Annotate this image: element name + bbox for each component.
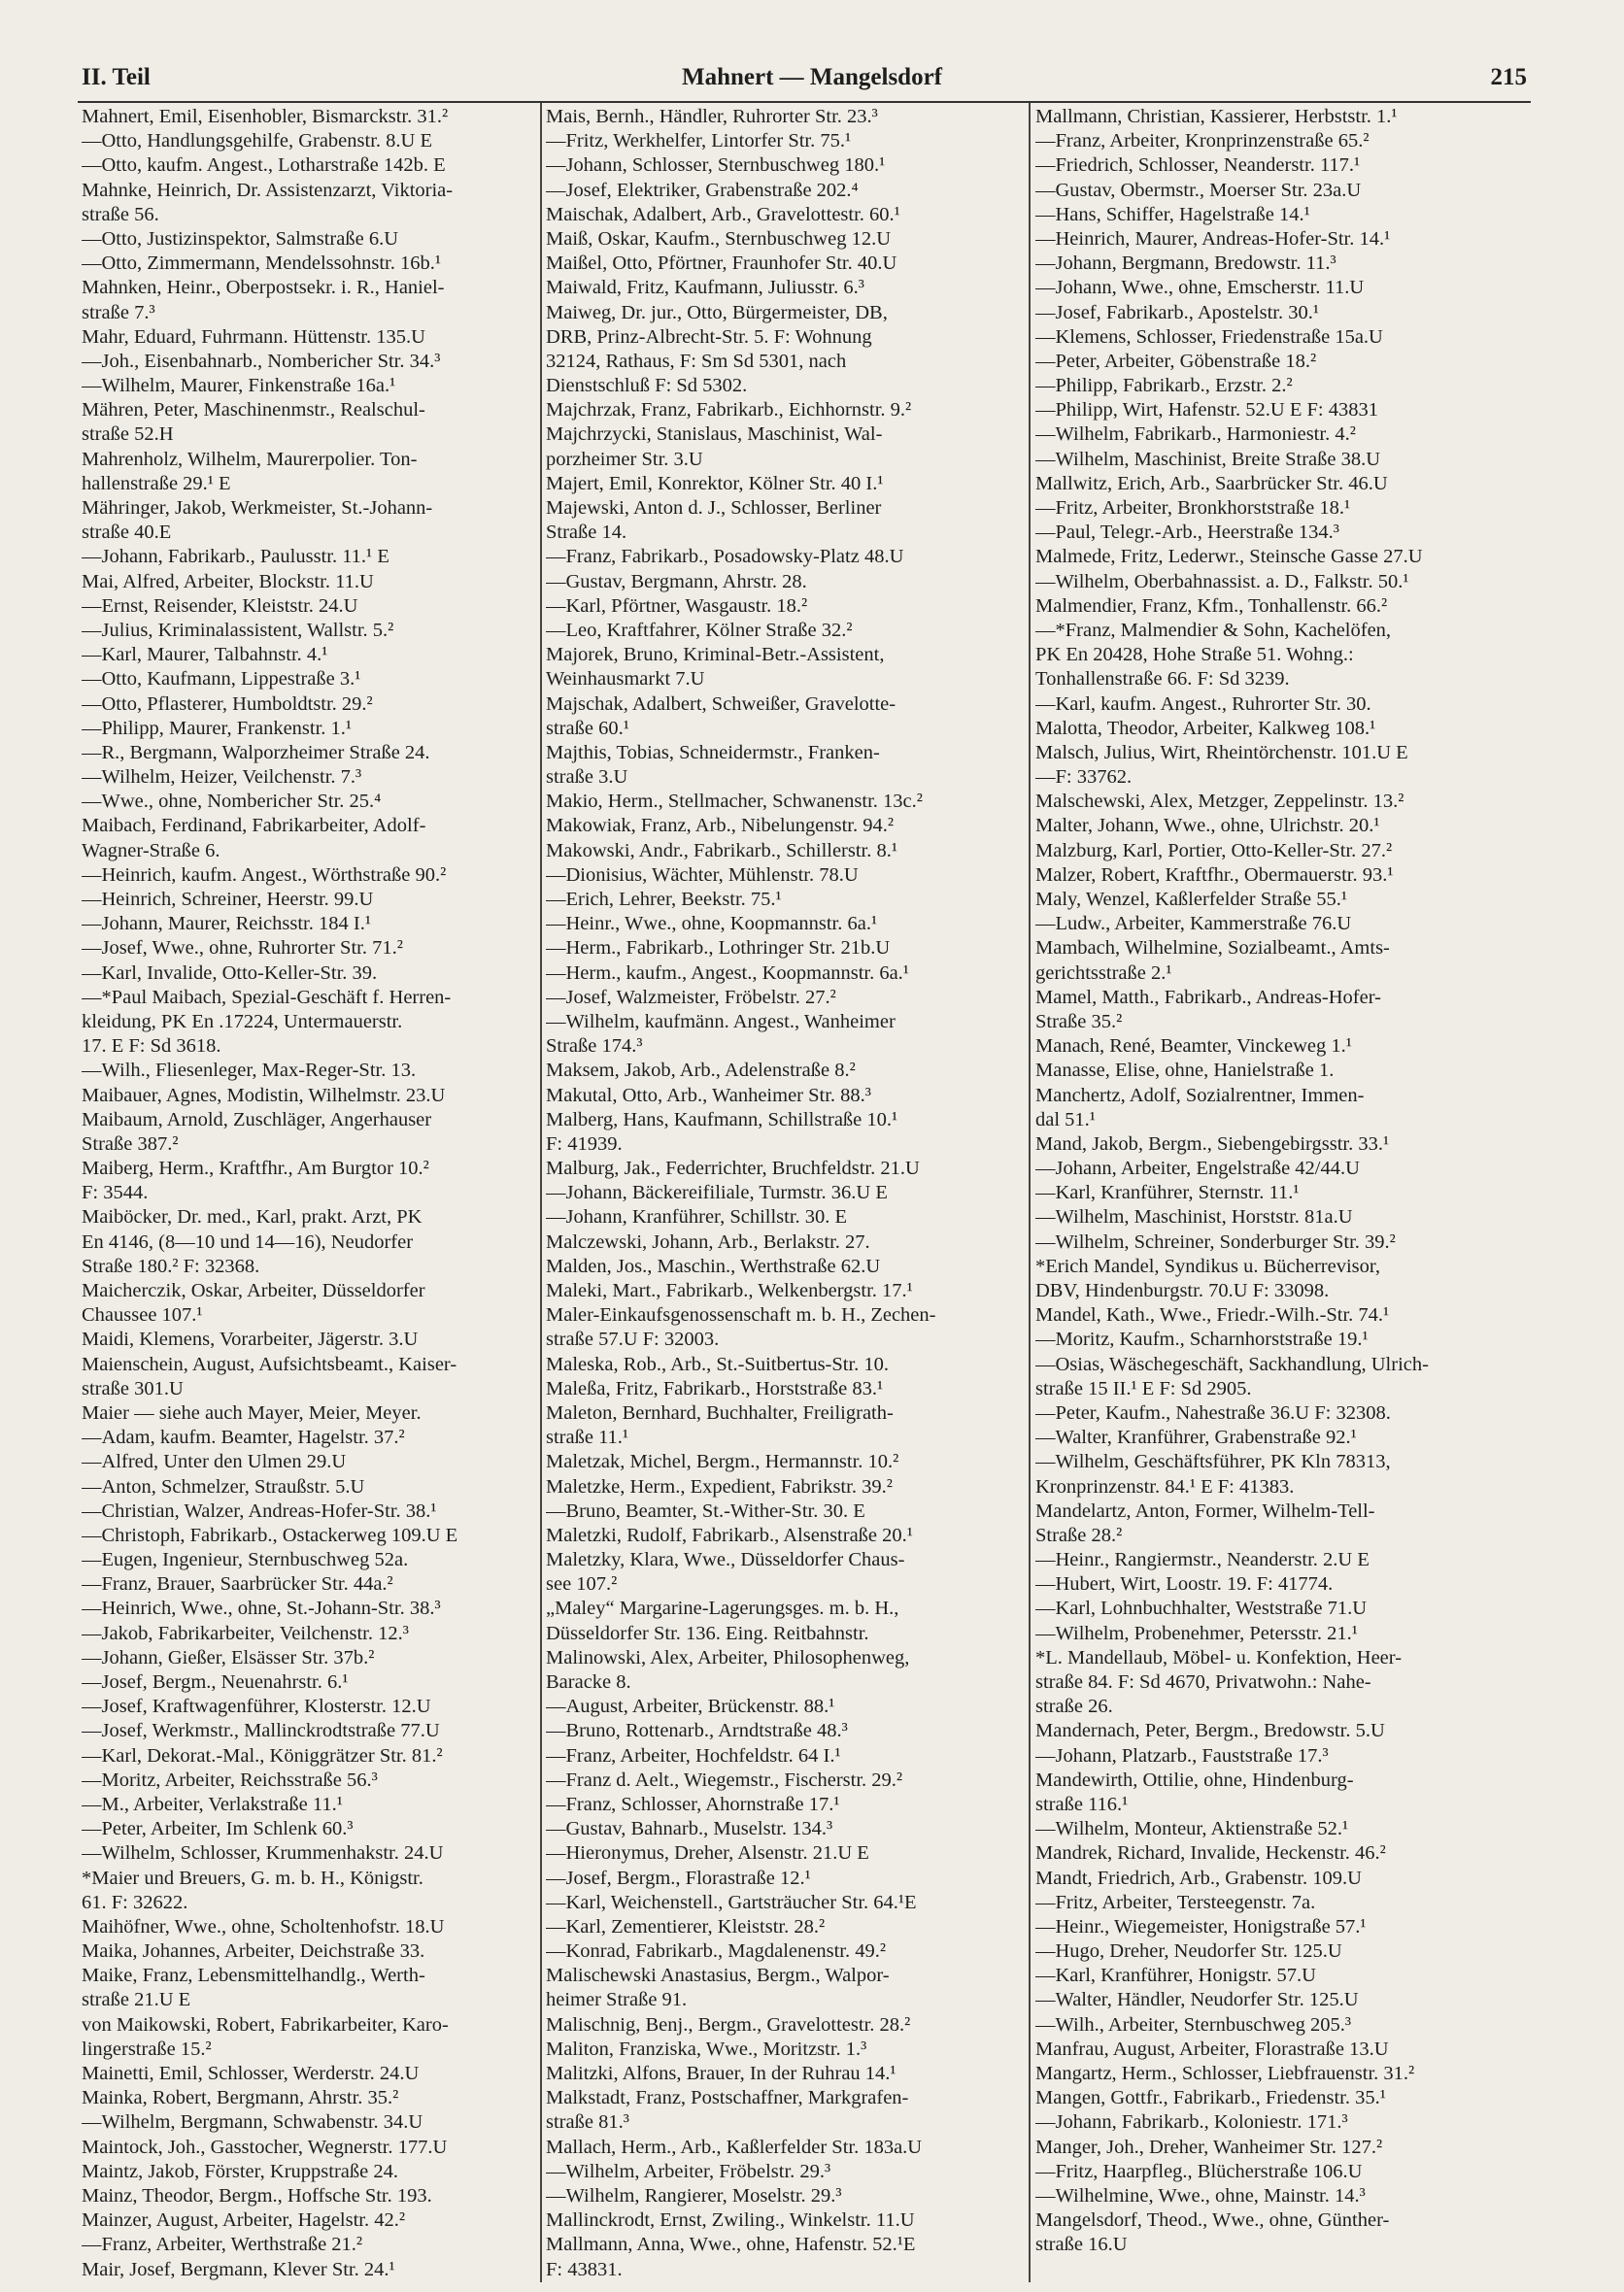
directory-entry-line: —Karl, Dekorat.-Mal., Königgrätzer Str. 81.² [82, 1744, 443, 1767]
directory-entry-line: hallenstraße 29.¹ E [82, 472, 231, 494]
directory-entry-line: —Franz, Arbeiter, Werthstraße 21.² [82, 2234, 363, 2256]
directory-entry-line: Maintz, Jakob, Förster, Kruppstraße 24. [82, 2160, 398, 2182]
directory-entry-line: —Ernst, Reisender, Kleiststr. 24.U [82, 594, 358, 617]
directory-entry-line: —Heinr., Rangiermstr., Neanderstr. 2.U E [1035, 1549, 1370, 1571]
directory-entry-line: —Josef, Wwe., ohne, Ruhrorter Str. 71.² [82, 937, 403, 960]
directory-entry-line: straße 7.³ [82, 301, 155, 323]
directory-entry-line: Malmede, Fritz, Lederwr., Steinsche Gasse 27.U [1035, 546, 1423, 568]
directory-entry-line: —Johann, Wwe., ohne, Emscherstr. 11.U [1035, 277, 1365, 299]
directory-entry-line: —Herm., Fabrikarb., Lothringer Str. 21b.U [546, 937, 891, 960]
directory-entry-line: —Heinrich, kaufm. Angest., Wörthstraße 90.² [82, 863, 447, 886]
directory-entry-line: —Otto, Handlungsgehilfe, Grabenstr. 8.U E [82, 130, 432, 152]
directory-entry-line: straße 21.U E [82, 1989, 191, 2011]
directory-entry-line: Majchrzycki, Stanislaus, Maschinist, Wal- [546, 423, 883, 446]
directory-entry-line: Majert, Emil, Konrektor, Kölner Str. 40 I.¹ [546, 472, 884, 494]
directory-entry-line: Majorek, Bruno, Kriminal-Betr.-Assistent, [546, 644, 885, 666]
directory-entry-line: —Wilhelm, Probenehmer, Petersstr. 21.¹ [1035, 1622, 1358, 1644]
directory-entry-line: —Konrad, Fabrikarb., Magdalenenstr. 49.² [546, 1940, 887, 1963]
directory-entry-line: Malitzki, Alfons, Brauer, In der Ruhrau 14.¹ [546, 2063, 897, 2084]
directory-entry-line: —Hugo, Dreher, Neudorfer Str. 125.U [1035, 1940, 1342, 1963]
directory-entry-line: —Peter, Arbeiter, Im Schlenk 60.³ [82, 1818, 354, 1840]
directory-entry-line: —Joh., Eisenbahnarb., Nombericher Str. 34.³ [82, 350, 441, 372]
directory-entry-line: Mahnert, Emil, Eisenhobler, Bismarckstr. 31.² [82, 106, 449, 127]
directory-entry-line: straße 16.U [1035, 2234, 1128, 2256]
directory-entry-line: —Heinr., Wiegemeister, Honigstraße 57.¹ [1035, 1915, 1367, 1938]
directory-entry-line: —Heinrich, Schreiner, Heerstr. 99.U [82, 889, 374, 910]
page-number: 215 [1490, 64, 1527, 90]
directory-entry-line: —Hubert, Wirt, Loostr. 19. F: 41774. [1035, 1573, 1334, 1596]
directory-entry-line: straße 81.³ [546, 2111, 629, 2134]
directory-entry-line: straße 60.¹ [546, 717, 629, 739]
directory-entry-line: —Karl, kaufm. Angest., Ruhrorter Str. 30. [1035, 692, 1371, 715]
page-running-title: Mahnert — Mangelsdorf [681, 64, 943, 90]
directory-entry-line: DBV, Hindenburgstr. 70.U F: 33098. [1035, 1280, 1330, 1301]
directory-entry-line: —Johann, Kranführer, Schillstr. 30. E [546, 1206, 848, 1229]
directory-entry-line: Maißel, Otto, Pförtner, Fraunhofer Str. 40.U [546, 253, 897, 275]
directory-entry-line: —Wilhelm, Maschinist, Horststr. 81a.U [1035, 1206, 1353, 1229]
directory-entry-line: —Moritz, Kaufm., Scharnhorststraße 19.¹ [1035, 1329, 1369, 1351]
directory-entry-line: Straße 387.² [82, 1132, 179, 1155]
directory-entry-line: Straße 174.³ [546, 1035, 643, 1058]
directory-entry-line: PK En 20428, Hohe Straße 51. Wohng.: [1035, 644, 1354, 666]
directory-entry-line: —Klemens, Schlosser, Friedenstraße 15a.U [1035, 325, 1383, 348]
directory-entry-line: Makowski, Andr., Fabrikarb., Schillerstr. 8.¹ [546, 839, 898, 861]
directory-entry-line: Mahrenholz, Wilhelm, Maurerpolier. Ton- [82, 448, 418, 470]
directory-entry-line: Maiß, Oskar, Kaufm., Sternbuschweg 12.U [546, 227, 892, 250]
directory-entry-line: Maler-Einkaufsgenossenschaft m. b. H., Zechen- [546, 1304, 936, 1327]
directory-entry-line: —*Franz, Malmendier & Sohn, Kachelöfen, [1035, 619, 1392, 641]
directory-entry-line: —Bruno, Beamter, St.-Wither-Str. 30. E [546, 1500, 865, 1522]
directory-entry-line: Maiberg, Herm., Kraftfhr., Am Burgtor 10.² [82, 1158, 429, 1180]
directory-entry-line: Malschewski, Alex, Metzger, Zeppelinstr. 13.² [1035, 791, 1404, 813]
directory-entry-line: —Wilhelm, Maschinist, Breite Straße 38.U [1035, 448, 1381, 470]
directory-entry-line: Mair, Josef, Bergmann, Klever Str. 24.¹ [82, 2258, 395, 2280]
directory-entry-line: Maibaum, Arnold, Zuschläger, Angerhauser [82, 1108, 432, 1130]
directory-entry-line: Malmendier, Franz, Kfm., Tonhallenstr. 66.² [1035, 594, 1388, 617]
directory-entry-line: *L. Mandellaub, Möbel- u. Konfektion, Heer- [1035, 1646, 1403, 1668]
directory-entry-line: —Heinrich, Wwe., ohne, St.-Johann-Str. 38.³ [82, 1598, 441, 1620]
directory-entry-line: Maiwald, Fritz, Kaufmann, Juliusstr. 6.³ [546, 277, 864, 299]
directory-entry-line: Majewski, Anton d. J., Schlosser, Berliner [546, 497, 882, 519]
directory-entry-line: Mandt, Friedrich, Arb., Grabenstr. 109.U [1035, 1867, 1362, 1889]
directory-entry-line: straße 26. [1035, 1696, 1113, 1718]
directory-entry-line: Manfrau, August, Arbeiter, Florastraße 13.U [1035, 2038, 1389, 2060]
directory-entry-line: —*Paul Maibach, Spezial-Geschäft f. Herren- [82, 986, 452, 1008]
directory-entry-line: —Leo, Kraftfahrer, Kölner Straße 32.² [546, 619, 853, 641]
directory-entry-line: Mandernach, Peter, Bergm., Bredowstr. 5.U [1035, 1720, 1385, 1742]
directory-entry-line: Malinowski, Alex, Arbeiter, Philosophenweg, [546, 1646, 910, 1668]
directory-entry-line: —Friedrich, Schlosser, Neanderstr. 117.¹ [1035, 154, 1361, 177]
directory-entry-line: Mandewirth, Ottilie, ohne, Hindenburg- [1035, 1769, 1354, 1791]
directory-entry-line: Manger, Joh., Dreher, Wanheimer Str. 127.² [1035, 2136, 1383, 2158]
directory-entry-line: dal 51.¹ [1035, 1108, 1096, 1130]
directory-entry-line: —Johann, Bäckereifiliale, Turmstr. 36.U E [546, 1182, 888, 1204]
directory-entry-line: —Peter, Arbeiter, Göbenstraße 18.² [1035, 350, 1317, 372]
directory-entry-line: —Franz, Arbeiter, Kronprinzenstraße 65.² [1035, 130, 1370, 152]
directory-entry-line: —Wilhelm, Heizer, Veilchenstr. 7.³ [82, 766, 362, 789]
directory-entry-line: Malotta, Theodor, Arbeiter, Kalkweg 108.¹ [1035, 717, 1376, 739]
directory-entry-line: Straße 180.² F: 32368. [82, 1255, 260, 1277]
directory-entry-line: Maischak, Adalbert, Arb., Gravelottestr. 60.¹ [546, 203, 900, 225]
directory-entry-line: Maletzki, Rudolf, Fabrikarb., Alsenstraße 20.¹ [546, 1524, 913, 1546]
directory-entry-line: —Philipp, Wirt, Hafenstr. 52.U E F: 43831 [1035, 399, 1378, 421]
directory-entry-line: straße 57.U F: 32003. [546, 1329, 720, 1351]
directory-entry-line: F: 3544. [82, 1182, 149, 1204]
directory-entry-line: Majschak, Adalbert, Schweißer, Gravelotte- [546, 692, 897, 715]
directory-entry-line: Straße 35.² [1035, 1010, 1123, 1032]
directory-entry-line: En 4146, (8—10 und 14—16), Neudorfer [82, 1230, 414, 1253]
directory-entry-line: —Johann, Fabrikarb., Paulusstr. 11.¹ E [82, 546, 389, 568]
directory-entry-line: Manach, René, Beamter, Vinckeweg 1.¹ [1035, 1035, 1352, 1058]
column-divider [540, 103, 542, 2282]
directory-entry-line: —Philipp, Maurer, Frankenstr. 1.¹ [82, 717, 353, 739]
directory-entry-line: lingerstraße 15.² [82, 2038, 212, 2060]
directory-entry-line: —Otto, Pflasterer, Humboldtstr. 29.² [82, 692, 373, 715]
directory-entry-line: Wagner-Straße 6. [82, 839, 220, 861]
directory-entry-line: —Fritz, Arbeiter, Tersteegenstr. 7a. [1035, 1891, 1316, 1913]
directory-entry-line: —Franz, Brauer, Saarbrücker Str. 44a.² [82, 1573, 393, 1596]
directory-entry-line: Mallwitz, Erich, Arb., Saarbrücker Str. 46.U [1035, 472, 1388, 494]
directory-entry-line: Maliton, Franziska, Wwe., Moritzstr. 1.³ [546, 2038, 867, 2060]
directory-entry-line: Chaussee 107.¹ [82, 1304, 203, 1327]
directory-entry-line: Malzburg, Karl, Portier, Otto-Keller-Str. 27.² [1035, 839, 1393, 861]
directory-entry-line: porzheimer Str. 3.U [546, 448, 703, 470]
directory-entry-line: Maleska, Rob., Arb., St.-Suitbertus-Str. 10. [546, 1353, 890, 1375]
directory-entry-line: Maleton, Bernhard, Buchhalter, Freiligrath- [546, 1401, 894, 1424]
directory-entry-line: —Josef, Bergm., Neuenahrstr. 6.¹ [82, 1671, 349, 1693]
directory-entry-line: Mainetti, Emil, Schlosser, Werderstr. 24.U [82, 2063, 420, 2084]
directory-entry-line: Malsch, Julius, Wirt, Rheintörchenstr. 101.U E [1035, 741, 1408, 763]
directory-entry-line: —Herm., kaufm., Angest., Koopmannstr. 6a.¹ [546, 961, 909, 984]
directory-entry-line: 32124, Rathaus, F: Sm Sd 5301, nach [546, 350, 847, 372]
directory-entry-line: straße 3.U [546, 766, 628, 789]
directory-entry-line: —Wilhelm, Monteur, Aktienstraße 52.¹ [1035, 1818, 1349, 1840]
directory-entry-line: straße 56. [82, 203, 159, 225]
directory-entry-line: *Maier und Breuers, G. m. b. H., Königstr. [82, 1867, 423, 1889]
directory-entry-line: Maienschein, August, Aufsichtsbeamt., Kaiser- [82, 1353, 457, 1375]
directory-entry-line: —Hieronymus, Dreher, Alsenstr. 21.U E [546, 1842, 869, 1865]
directory-entry-line: gerichtsstraße 2.¹ [1035, 961, 1172, 984]
directory-entry-line: —Karl, Pförtner, Wasgaustr. 18.² [546, 594, 808, 617]
directory-entry-line: Kronprinzenstr. 84.¹ E F: 41383. [1035, 1475, 1295, 1498]
directory-entry-line: —Ludw., Arbeiter, Kammerstraße 76.U [1035, 913, 1352, 935]
directory-entry-line: —Josef, Elektriker, Grabenstraße 202.⁴ [546, 179, 859, 201]
directory-entry-line: straße 301.U [82, 1377, 184, 1399]
directory-entry-line: Mandrek, Richard, Invalide, Heckenstr. 46.² [1035, 1842, 1386, 1865]
directory-entry-line: Malden, Jos., Maschin., Werthstraße 62.U [546, 1255, 881, 1277]
directory-entry-line: 61. F: 32622. [82, 1891, 188, 1913]
directory-entry-line: Straße 14. [546, 522, 627, 544]
section-label: II. Teil [82, 64, 151, 90]
directory-entry-line: —Fritz, Arbeiter, Bronkhorststraße 18.¹ [1035, 497, 1351, 519]
directory-entry-line: Mandelartz, Anton, Former, Wilhelm-Tell- [1035, 1500, 1375, 1522]
directory-entry-line: Majchrzak, Franz, Fabrikarb., Eichhornstr. 9.² [546, 399, 912, 421]
directory-entry-line: —Julius, Kriminalassistent, Wallstr. 5.² [82, 619, 394, 641]
directory-entry-line: —Fritz, Werkhelfer, Lintorfer Str. 75.¹ [546, 130, 852, 152]
directory-entry-line: —Peter, Kaufm., Nahestraße 36.U F: 32308. [1035, 1401, 1391, 1424]
directory-entry-line: —Johann, Gießer, Elsässer Str. 37b.² [82, 1646, 375, 1668]
directory-entry-line: —Gustav, Bergmann, Ahrstr. 28. [546, 570, 807, 592]
directory-entry-line: straße 84. F: Sd 4670, Privatwohn.: Nahe- [1035, 1671, 1371, 1693]
directory-entry-line: Maiweg, Dr. jur., Otto, Bürgermeister, DB, [546, 301, 888, 323]
directory-entry-line: —Johann, Platzarb., Fauststraße 17.³ [1035, 1744, 1329, 1767]
directory-entry-line: Mangelsdorf, Theod., Wwe., ohne, Günther- [1035, 2209, 1390, 2232]
directory-column-2 [546, 105, 1022, 2282]
directory-entry-line: —Moritz, Arbeiter, Reichsstraße 56.³ [82, 1769, 378, 1791]
directory-entry-line: —Eugen, Ingenieur, Sternbuschweg 52a. [82, 1549, 409, 1571]
directory-entry-line: Mangen, Gottfr., Fabrikarb., Friedenstr. 35.¹ [1035, 2087, 1386, 2109]
directory-entry-line: Mangartz, Herm., Schlosser, Liebfrauenstr. 31.² [1035, 2063, 1415, 2084]
directory-entry-line: 17. E F: Sd 3618. [82, 1035, 221, 1058]
directory-entry-line: —Josef, Bergm., Florastraße 12.¹ [546, 1867, 811, 1889]
directory-entry-line: Manchertz, Adolf, Sozialrentner, Immen- [1035, 1084, 1365, 1106]
directory-entry-line: —Jakob, Fabrikarbeiter, Veilchenstr. 12.³ [82, 1622, 409, 1644]
directory-entry-line: Malberg, Hans, Kaufmann, Schillstraße 10.¹ [546, 1108, 898, 1130]
directory-entry-line: Mahnke, Heinrich, Dr. Assistenzarzt, Viktoria- [82, 179, 454, 201]
directory-entry-line: Mai, Alfred, Arbeiter, Blockstr. 11.U [82, 570, 374, 592]
directory-entry-line: —Karl, Weichenstell., Gartsträucher Str. 64.¹E [546, 1891, 917, 1913]
directory-entry-line: Düsseldorfer Str. 136. Eing. Reitbahnstr. [546, 1622, 869, 1644]
directory-entry-line: —Johann, Fabrikarb., Koloniestr. 171.³ [1035, 2111, 1348, 2134]
directory-entry-line: —Franz, Arbeiter, Hochfeldstr. 64 I.¹ [546, 1744, 841, 1767]
directory-entry-line: straße 116.¹ [1035, 1793, 1129, 1815]
directory-entry-line: —Erich, Lehrer, Beekstr. 75.¹ [546, 889, 782, 910]
directory-entry-line: —Karl, Invalide, Otto-Keller-Str. 39. [82, 961, 378, 984]
header-rule [78, 101, 1531, 103]
directory-entry-line: Mainz, Theodor, Bergm., Hoffsche Str. 193. [82, 2184, 432, 2207]
directory-entry-line: —Wilh., Arbeiter, Sternbuschweg 205.³ [1035, 2013, 1352, 2036]
directory-entry-line: —Karl, Lohnbuchhalter, Weststraße 71.U [1035, 1598, 1368, 1620]
directory-entry-line: —Wilhelm, Fabrikarb., Harmoniestr. 4.² [1035, 423, 1356, 446]
directory-entry-line: Makowiak, Franz, Arb., Nibelungenstr. 94.² [546, 815, 895, 837]
directory-entry-line: —Wilhelm, Schreiner, Sonderburger Str. 39.² [1035, 1230, 1396, 1253]
directory-entry-line: —Otto, kaufm. Angest., Lotharstraße 142b. E [82, 154, 446, 177]
directory-entry-line: —Wilh., Fliesenleger, Max-Reger-Str. 13. [82, 1060, 417, 1082]
directory-entry-line: Makio, Herm., Stellmacher, Schwanenstr. 13c.² [546, 791, 923, 813]
directory-entry-line: —Otto, Kaufmann, Lippestraße 3.¹ [82, 668, 361, 691]
directory-entry-line: Maleki, Mart., Fabrikarb., Welkenbergstr. 17.¹ [546, 1280, 913, 1301]
directory-entry-line: Maibach, Ferdinand, Fabrikarbeiter, Adolf- [82, 815, 426, 837]
directory-entry-line: Manasse, Elise, ohne, Hanielstraße 1. [1035, 1060, 1335, 1082]
directory-entry-line: —Wilhelm, Maurer, Finkenstraße 16a.¹ [82, 375, 396, 397]
directory-entry-line: Maidi, Klemens, Vorarbeiter, Jägerstr. 3.U [82, 1329, 419, 1351]
directory-entry-line: —Wilhelm, Geschäftsführer, PK Kln 78313, [1035, 1451, 1391, 1473]
directory-entry-line: —Hans, Schiffer, Hagelstraße 14.¹ [1035, 203, 1310, 225]
column-divider [1029, 103, 1031, 2282]
directory-entry-line: Tonhallenstraße 66. F: Sd 3239. [1035, 668, 1290, 691]
directory-entry-line: —Josef, Fabrikarb., Apostelstr. 30.¹ [1035, 301, 1319, 323]
directory-entry-line: —Wwe., ohne, Nombericher Str. 25.⁴ [82, 791, 382, 813]
directory-entry-line: —Gustav, Bahnarb., Muselstr. 134.³ [546, 1818, 833, 1840]
directory-entry-line: —Otto, Justizinspektor, Salmstraße 6.U [82, 227, 399, 250]
directory-entry-line: F: 41939. [546, 1132, 623, 1155]
directory-entry-line: —Fritz, Haarpfleg., Blücherstraße 106.U [1035, 2160, 1363, 2182]
directory-entry-line: —M., Arbeiter, Verlakstraße 11.¹ [82, 1793, 343, 1815]
directory-entry-line: —Christoph, Fabrikarb., Ostackerweg 109.U E [82, 1524, 458, 1546]
directory-entry-line: —Wilhelm, Bergmann, Schwabenstr. 34.U [82, 2111, 423, 2134]
directory-entry-line: Mallmann, Anna, Wwe., ohne, Hafenstr. 52.¹E [546, 2234, 916, 2256]
directory-entry-line: —Paul, Telegr.-Arb., Heerstraße 134.³ [1035, 522, 1339, 544]
directory-entry-line: Maihöfner, Wwe., ohne, Scholtenhofstr. 18.U [82, 1915, 445, 1938]
directory-entry-line: Malzer, Robert, Kraftfhr., Obermauerstr. 93.¹ [1035, 863, 1394, 886]
directory-entry-line: —Wilhelm, Schlosser, Krummenhakstr. 24.U [82, 1842, 444, 1865]
directory-entry-line: Mahnken, Heinr., Oberpostsekr. i. R., Haniel- [82, 277, 445, 299]
directory-entry-line: Maksem, Jakob, Arb., Adelenstraße 8.² [546, 1060, 856, 1082]
directory-entry-line: Maika, Johannes, Arbeiter, Deichstraße 33. [82, 1940, 425, 1963]
directory-entry-line: —Christian, Walzer, Andreas-Hofer-Str. 38.¹ [82, 1500, 437, 1522]
directory-entry-line: straße 40.E [82, 522, 172, 544]
directory-entry-line: —Josef, Werkmstr., Mallinckrodtstraße 77.U [82, 1720, 440, 1742]
directory-entry-line: Maibauer, Agnes, Modistin, Wilhelmstr. 23.U [82, 1084, 446, 1106]
directory-entry-line: —Franz, Schlosser, Ahornstraße 17.¹ [546, 1793, 840, 1815]
directory-entry-line: Mallinckrodt, Ernst, Zwiling., Winkelstr. 11.U [546, 2209, 915, 2232]
directory-entry-line: —Bruno, Rottenarb., Arndtstraße 48.³ [546, 1720, 848, 1742]
directory-entry-line: Majthis, Tobias, Schneidermstr., Franken- [546, 741, 880, 763]
directory-entry-line: —August, Arbeiter, Brückenstr. 88.¹ [546, 1696, 835, 1718]
directory-entry-line: —Alfred, Unter den Ulmen 29.U [82, 1451, 347, 1473]
directory-entry-line: —Walter, Kranführer, Grabenstraße 92.¹ [1035, 1427, 1357, 1449]
directory-entry-line: Malkstadt, Franz, Postschaffner, Markgrafen- [546, 2087, 909, 2109]
directory-entry-line: Mainka, Robert, Bergmann, Ahrstr. 35.² [82, 2087, 399, 2109]
directory-entry-line: —Franz d. Aelt., Wiegemstr., Fischerstr. 29.² [546, 1769, 903, 1791]
directory-entry-line: —Gustav, Obermstr., Moerser Str. 23a.U [1035, 179, 1362, 201]
directory-entry-line: Mambach, Wilhelmine, Sozialbeamt., Amts- [1035, 937, 1390, 960]
directory-entry-line: Malischewski Anastasius, Bergm., Walpor- [546, 1965, 890, 1987]
directory-entry-line: —Johann, Bergmann, Bredowstr. 11.³ [1035, 253, 1336, 275]
directory-entry-line: —Karl, Zementierer, Kleiststr. 28.² [546, 1915, 826, 1938]
directory-entry-line: Malter, Johann, Wwe., ohne, Ulrichstr. 20.¹ [1035, 815, 1380, 837]
directory-entry-line: —Josef, Kraftwagenführer, Klosterstr. 12.U [82, 1696, 431, 1718]
directory-entry-line: von Maikowski, Robert, Fabrikarbeiter, Karo- [82, 2013, 449, 2036]
directory-entry-line: straße 11.¹ [546, 1427, 629, 1449]
directory-entry-line: Maicherczik, Oskar, Arbeiter, Düsseldorfer [82, 1280, 425, 1301]
directory-entry-line: Maly, Wenzel, Kaßlerfelder Straße 55.¹ [1035, 889, 1347, 910]
directory-entry-line: Mallach, Herm., Arb., Kaßlerfelder Str. 183a.U [546, 2136, 923, 2158]
directory-entry-line: heimer Straße 91. [546, 1989, 688, 2011]
directory-entry-line: Maletzke, Herm., Expedient, Fabrikstr. 39.² [546, 1475, 893, 1498]
directory-entry-line: straße 15 II.¹ E F: Sd 2905. [1035, 1377, 1252, 1399]
directory-entry-line: Malburg, Jak., Federrichter, Bruchfeldstr. 21.U [546, 1158, 920, 1180]
directory-entry-line: —Johann, Schlosser, Sternbuschweg 180.¹ [546, 154, 886, 177]
directory-entry-line: —Anton, Schmelzer, Straußstr. 5.U [82, 1475, 365, 1498]
directory-entry-line: Baracke 8. [546, 1671, 631, 1693]
directory-entry-line: —Philipp, Fabrikarb., Erzstr. 2.² [1035, 375, 1293, 397]
directory-entry-line: —Wilhelm, Rangierer, Moselstr. 29.³ [546, 2184, 842, 2207]
directory-entry-line: —Wilhelm, Arbeiter, Fröbelstr. 29.³ [546, 2160, 831, 2182]
directory-entry-line: —F: 33762. [1035, 766, 1133, 789]
directory-entry-line: —Wilhelm, kaufmänn. Angest., Wanheimer [546, 1010, 896, 1032]
directory-entry-line: Mainzer, August, Arbeiter, Hagelstr. 42.² [82, 2209, 406, 2232]
directory-entry-line: Weinhausmarkt 7.U [546, 668, 705, 691]
directory-entry-line: —Karl, Maurer, Talbahnstr. 4.¹ [82, 644, 328, 666]
directory-column-3 [1035, 105, 1531, 2258]
directory-entry-line: Mais, Bernh., Händler, Ruhrorter Str. 23.³ [546, 106, 878, 127]
directory-entry-line: —Wilhelm, Oberbahnassist. a. D., Falkstr. 50.¹ [1035, 570, 1409, 592]
directory-entry-line: see 107.² [546, 1573, 618, 1596]
directory-entry-line: —R., Bergmann, Walporzheimer Straße 24. [82, 741, 430, 763]
directory-entry-line: DRB, Prinz-Albrecht-Str. 5. F: Wohnung [546, 325, 872, 348]
directory-entry-line: —Johann, Maurer, Reichsstr. 184 I.¹ [82, 913, 371, 935]
directory-entry-line: Maleßa, Fritz, Fabrikarb., Horststraße 83.¹ [546, 1377, 884, 1399]
directory-entry-line: Mähringer, Jakob, Werkmeister, St.-Johann- [82, 497, 433, 519]
directory-entry-line: —Johann, Arbeiter, Engelstraße 42/44.U [1035, 1158, 1360, 1180]
directory-column-1 [82, 105, 536, 2282]
directory-entry-line: Maletzky, Klara, Wwe., Düsseldorfer Chaus- [546, 1549, 905, 1571]
directory-entry-line: kleidung, PK En .17224, Untermauerstr. [82, 1010, 403, 1032]
directory-entry-line: Straße 28.² [1035, 1524, 1123, 1546]
directory-entry-line: —Heinr., Wwe., ohne, Koopmannstr. 6a.¹ [546, 913, 878, 935]
directory-entry-line: —Heinrich, Maurer, Andreas-Hofer-Str. 14.¹ [1035, 227, 1391, 250]
directory-entry-line: —Otto, Zimmermann, Mendelssohnstr. 16b.¹ [82, 253, 441, 275]
directory-entry-line: Malczewski, Johann, Arb., Berlakstr. 27. [546, 1230, 870, 1253]
directory-entry-line: Maiböcker, Dr. med., Karl, prakt. Arzt, PK [82, 1206, 423, 1229]
directory-entry-line: Mähren, Peter, Maschinenmstr., Realschul- [82, 399, 425, 421]
directory-entry-line: Maintock, Joh., Gasstocher, Wegnerstr. 177.U [82, 2136, 448, 2158]
directory-entry-line: —Adam, kaufm. Beamter, Hagelstr. 37.² [82, 1427, 405, 1449]
directory-entry-line: Maletzak, Michel, Bergm., Hermannstr. 10.² [546, 1451, 899, 1473]
directory-entry-line: —Osias, Wäschegeschäft, Sackhandlung, Ulrich- [1035, 1353, 1429, 1375]
directory-entry-line: Mandel, Kath., Wwe., Friedr.-Wilh.-Str. 74.¹ [1035, 1304, 1390, 1327]
directory-entry-line: —Karl, Kranführer, Sternstr. 11.¹ [1035, 1182, 1300, 1204]
directory-entry-line: —Franz, Fabrikarb., Posadowsky-Platz 48.U [546, 546, 904, 568]
directory-entry-line: —Walter, Händler, Neudorfer Str. 125.U [1035, 1989, 1359, 2011]
directory-entry-line: F: 43831. [546, 2258, 623, 2280]
directory-entry-line: —Dionisius, Wächter, Mühlenstr. 78.U [546, 863, 859, 886]
directory-entry-line: Malischnig, Benj., Bergm., Gravelottestr. 28.² [546, 2013, 911, 2036]
directory-entry-line: Mallmann, Christian, Kassierer, Herbststr. 1.¹ [1035, 106, 1398, 127]
directory-entry-line: —Karl, Kranführer, Honigstr. 57.U [1035, 1965, 1316, 1987]
directory-entry-line: —Josef, Walzmeister, Fröbelstr. 27.² [546, 986, 836, 1008]
directory-entry-line: —Wilhelmine, Wwe., ohne, Mainstr. 14.³ [1035, 2184, 1366, 2207]
directory-entry-line: Dienstschluß F: Sd 5302. [546, 375, 748, 397]
directory-entry-line: straße 52.H [82, 423, 174, 446]
directory-entry-line: Makutal, Otto, Arb., Wanheimer Str. 88.³ [546, 1084, 871, 1106]
directory-entry-line: Mahr, Eduard, Fuhrmann. Hüttenstr. 135.U [82, 325, 425, 348]
directory-entry-line: Mamel, Matth., Fabrikarb., Andreas-Hofer- [1035, 986, 1381, 1008]
directory-entry-line: Maier — siehe auch Mayer, Meier, Meyer. [82, 1401, 422, 1424]
directory-entry-line: Mand, Jakob, Bergm., Siebengebirgsstr. 33.¹ [1035, 1132, 1390, 1155]
directory-entry-line: „Maley“ Margarine-Lagerungsges. m. b. H., [546, 1598, 899, 1620]
directory-entry-line: *Erich Mandel, Syndikus u. Bücherrevisor, [1035, 1255, 1381, 1277]
directory-entry-line: Maike, Franz, Lebensmittelhandlg., Werth- [82, 1965, 425, 1987]
